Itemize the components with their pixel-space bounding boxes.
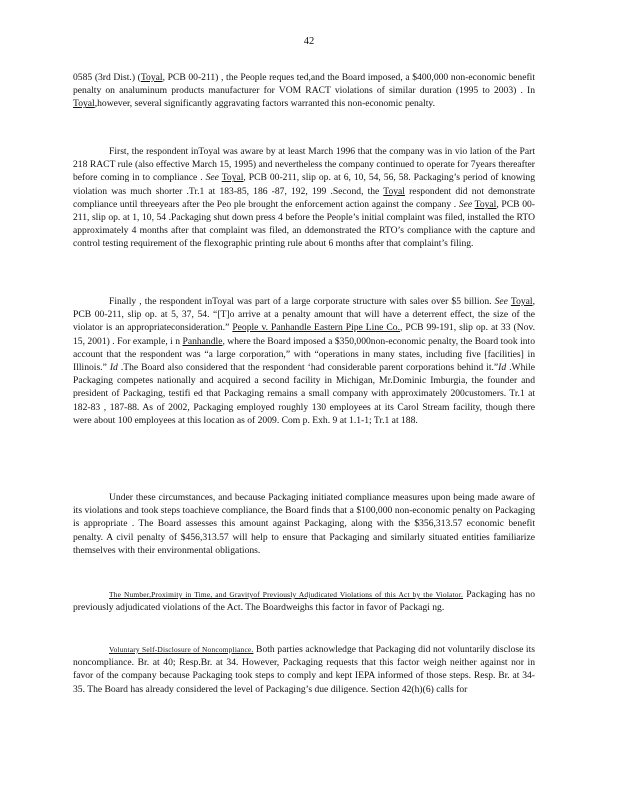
text-run: respondent did not demonstrate compliance until threeyears after the Peo ple brought the enforcement action against the company . xyxy=(73,185,535,210)
factor-heading: The Number,Proximity in Time, and Gravityof Previously Adjudicated Violations of this Act by the Violator. xyxy=(109,590,464,599)
text-run: , PCB 00-211) , the People reques ted,and the Board imposed, a $400,000 non-economic benefit penalty on analuminum products manufacturer for VOM RACT violations of similar duration (1995 to 2003) . In xyxy=(73,72,535,97)
text-run: Finally , the respondent inToyal was part of a large corporate structure with sales over $5 billion. xyxy=(109,296,495,307)
paragraph-toyal-intro xyxy=(73,71,535,111)
paragraph-circumstances xyxy=(73,491,535,557)
text-run: 0585 (3rd Dist.) ( xyxy=(73,72,141,83)
paragraph-text: Under these circumstances, and because Packaging initiated compliance measures upon being made aware of its violations and took steps toachieve compliance, the Board finds that a $100,000 non-economic penalty on Packaging is appropriate . The Board assesses this amount against Packaging, along with the $356,313.57 economic benefit penalty. A civil penalty of $456,313.57 will help to ensure that Packaging and similarly situated entities familiarize themselves with their environmental obligations. xyxy=(73,492,535,556)
text-run: , PCB 99-191, slip op. at 33 (Nov. 15, 2001) . For example, i n xyxy=(73,322,535,347)
text-run: , PCB 00-211, slip op. at 1, 10, 54 .Packaging shut down press 4 before the People’s initial complaint was filed, installed the RTO approximately 4 months after that complaint was filed, an ddemonstrated the RTO’s compliance with the capture and control testing requirement of the flexographic printing rule about 6 months after that complaint’s filing. xyxy=(73,198,535,250)
case-citation: Toyal xyxy=(73,98,95,110)
text-run: .The Board also considered that the respondent ‘had considerable parent corporations behind it.” xyxy=(117,362,499,374)
paragraph-previously-adjudicated xyxy=(73,588,535,614)
signal-id: Id xyxy=(498,362,507,374)
case-citation: People v. Panhandle Eastern Pipe Line Co. xyxy=(232,322,400,334)
signal-see: See xyxy=(458,198,473,210)
text-run: Packaging has no previously adjudicated violations of the Act. The Boardweighs this factor in favor of Packagi ng. xyxy=(73,589,535,614)
signal-id: Id xyxy=(109,362,118,374)
text-run: , PCB 00-211, slip op. at 6, 10, 54, 56, 58. Packaging’s period of knowing violation was much shorter .Tr.1 at 183-85, 186 -87, 192, 199 .Second, the xyxy=(73,172,535,197)
case-citation: Toyal xyxy=(383,185,405,197)
paragraph-finally xyxy=(73,295,535,427)
paragraph-first-factor xyxy=(73,145,535,251)
paragraph-self-disclosure xyxy=(73,643,535,696)
signal-see: See xyxy=(205,172,219,184)
case-citation: Toyal xyxy=(474,198,497,210)
factor-heading: Voluntary Self-Disclosure of Noncompliance. xyxy=(109,645,254,654)
case-citation: Toyal xyxy=(221,172,244,184)
text-run: .While Packaging competes nationally and acquired a second facility in Michigan, Mr.Dominic Imburgia, the founder and president of Packaging, testifi ed that Packaging remains a small company with approximately 200customers. Tr.1 at 182-83 , 187-88. As of 2002, Packaging employed roughly 130 employees at its Carol Stream facility, though there were about 100 employees at this location as of 2009. Com p. Exh. 9 at 1.1-1; Tr.1 at 188. xyxy=(73,362,535,426)
text-run: ,however, several significantly aggravating factors warranted this non-economic penalty. xyxy=(94,98,435,110)
case-citation: Toyal xyxy=(140,72,163,83)
case-citation: Toyal xyxy=(510,296,533,307)
page-number: 42 xyxy=(303,36,315,47)
case-citation: Panhandle xyxy=(182,335,223,347)
text-run: , PCB 00-211, slip op. at 5, 37, 54. “[T]o arrive at a penalty amount that will have a deterrent effect, the size of the violator is an appropriateconsideration.” xyxy=(73,296,535,334)
signal-see: See xyxy=(494,296,508,307)
text-run: First, the respondent inToyal was aware by at least March 1996 that the company was in vio lation of the Part 218 RACT rule (also effective March 15, 1995) and nevertheless the company continued to operate for 7years thereafter before coming in to compliance . xyxy=(73,146,535,184)
text-run: Both parties acknowledge that Packaging did not voluntarily disclose its noncompliance. Br. at 40; Resp.Br. at 34. However, Packaging requests that this factor weigh neither against nor in favor of the company because Packaging took steps to comply and kept IEPA informed of those steps. Resp. Br. at 34-35. The Board has already considered the level of Packaging’s due diligence. Section 42(h)(6) calls for xyxy=(73,644,536,695)
text-run: , where the Board imposed a $350,000non-economic penalty, the Board took into account that the respondent was “a large corporation,” with “operations in many states, including five [facilities] in Illinois.” xyxy=(73,335,535,374)
